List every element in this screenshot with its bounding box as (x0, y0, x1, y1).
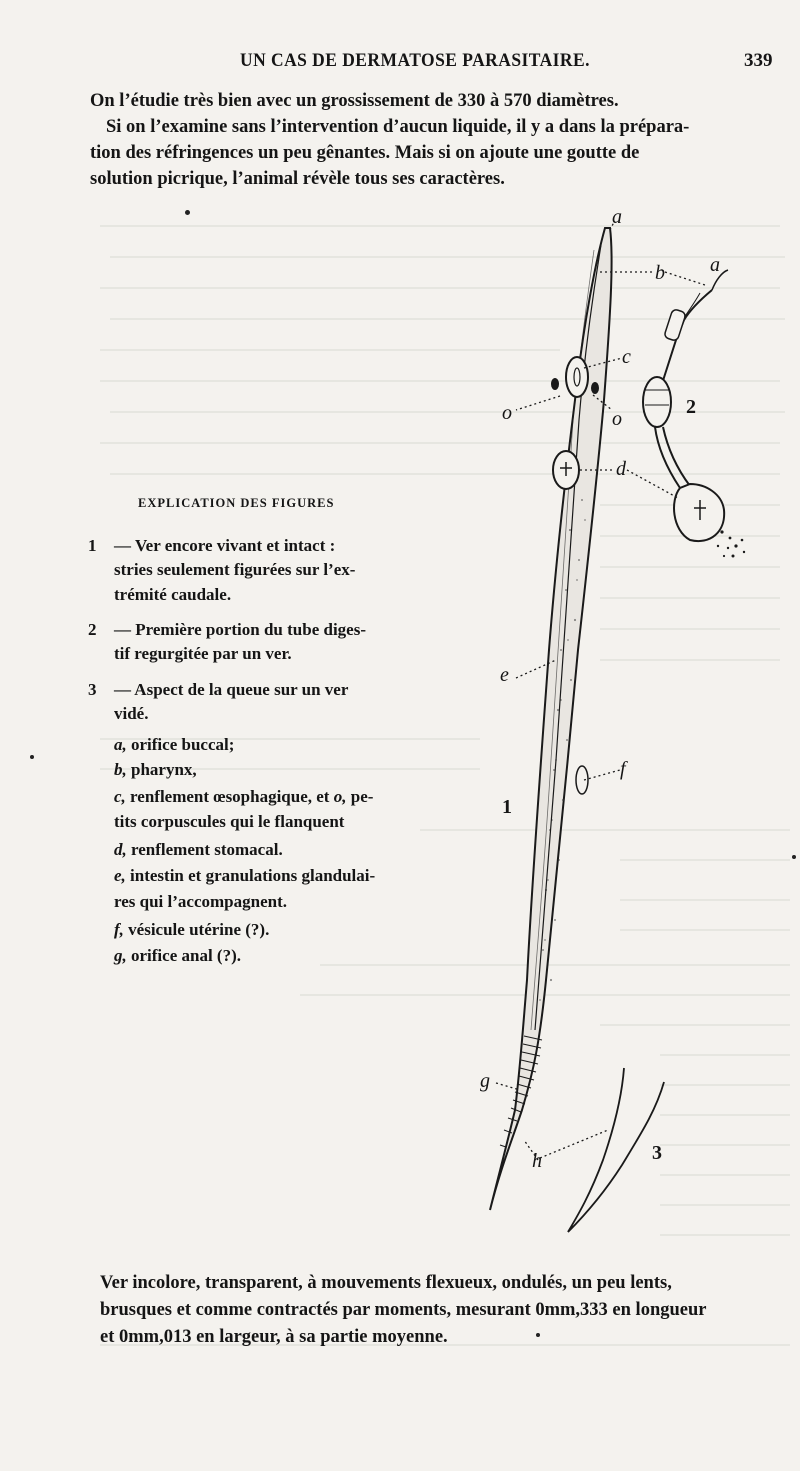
intro-line: Si on l’examine sans l’intervention d’aucun liquide, il y a dans la prépara- (106, 117, 690, 137)
legend-key-d: d, renflement stomacal. (114, 840, 283, 859)
figure-label-2: 2 (686, 396, 696, 418)
uterine-vesicle (576, 766, 588, 794)
legend-key-c-cont: tits corpuscules qui le flanquent (114, 812, 345, 831)
figure-letter-a: a (612, 206, 622, 228)
figure-letter-e: e (500, 664, 509, 686)
figure-letter-d: d (616, 458, 626, 480)
legend-key-c: c, renflement œsophagique, et o, pe- (114, 787, 374, 806)
legend-key-e-cont: res qui l’accompagnent. (114, 892, 287, 911)
worm-body-outline (490, 228, 612, 1210)
legend-item-1: 1 — Ver encore vivant et intact : (88, 536, 336, 555)
legend-key-e: e, intestin et granulations glandulai- (114, 866, 376, 885)
legend-item-3: 3 — Aspect de la queue sur un ver (88, 680, 349, 699)
legend-item-2: 2 — Première portion du tube diges- (88, 620, 366, 639)
ink-speck (536, 1333, 540, 1337)
figure-letter-a2: a (710, 254, 720, 276)
intro-line: tion des réfringences un peu gênantes. Mais si on ajoute une goutte de (90, 143, 640, 163)
description-line: et 0mm,013 en largeur, à sa partie moyenne. (100, 1327, 448, 1347)
ink-speck (792, 855, 796, 859)
oesophageal-bulb (566, 357, 588, 397)
figure-letter-h: h (532, 1150, 542, 1172)
intro-paragraph-1: On l’étudie très bien avec un grossissement de 330 à 570 diamètres. (90, 91, 619, 111)
legend-key-g: g, orifice anal (?). (114, 946, 241, 965)
figure-letter-f: f (620, 758, 626, 780)
figure-letter-o2: o (612, 408, 622, 430)
legend-item-1-cont: stries seulement figurées sur l’ex- (114, 560, 356, 579)
figure-letter-g: g (480, 1070, 490, 1092)
ink-speck (185, 210, 190, 215)
page-number: 339 (744, 50, 773, 71)
figure-letter-b: b (655, 262, 665, 284)
regurgitated-tube (660, 290, 712, 390)
regurgitated-stomach (674, 484, 724, 541)
legend-item-1-cont: trémité caudale. (114, 585, 232, 604)
legend-key-b: b, pharynx, (114, 760, 197, 779)
legend-key-f: f, vésicule utérine (?). (114, 920, 270, 939)
ink-speck (30, 755, 34, 759)
description-line: Ver incolore, transparent, à mouvements flexueux, ondulés, un peu lents, (100, 1273, 672, 1293)
figure-label-3: 3 (652, 1142, 662, 1164)
legend-item-3-cont: vidé. (114, 704, 149, 723)
figure-label-1: 1 (502, 796, 512, 818)
figure-letter-c: c (622, 346, 631, 368)
figure-letter-o1: o (502, 402, 512, 424)
description-line: brusques et comme contractés par moments, mesurant 0mm,333 en longueur (100, 1300, 707, 1320)
running-title: UN CAS DE DERMATOSE PARASITAIRE. (240, 50, 590, 71)
legend-key-a: a, orifice buccal; (114, 735, 235, 754)
intro-line: solution picrique, l’animal révèle tous ses caractères. (90, 169, 505, 189)
explication-title: EXPLICATION DES FIGURES (138, 496, 335, 510)
legend-item-2-cont: tif regurgitée par un ver. (114, 644, 292, 663)
emptied-tail (568, 1068, 664, 1232)
